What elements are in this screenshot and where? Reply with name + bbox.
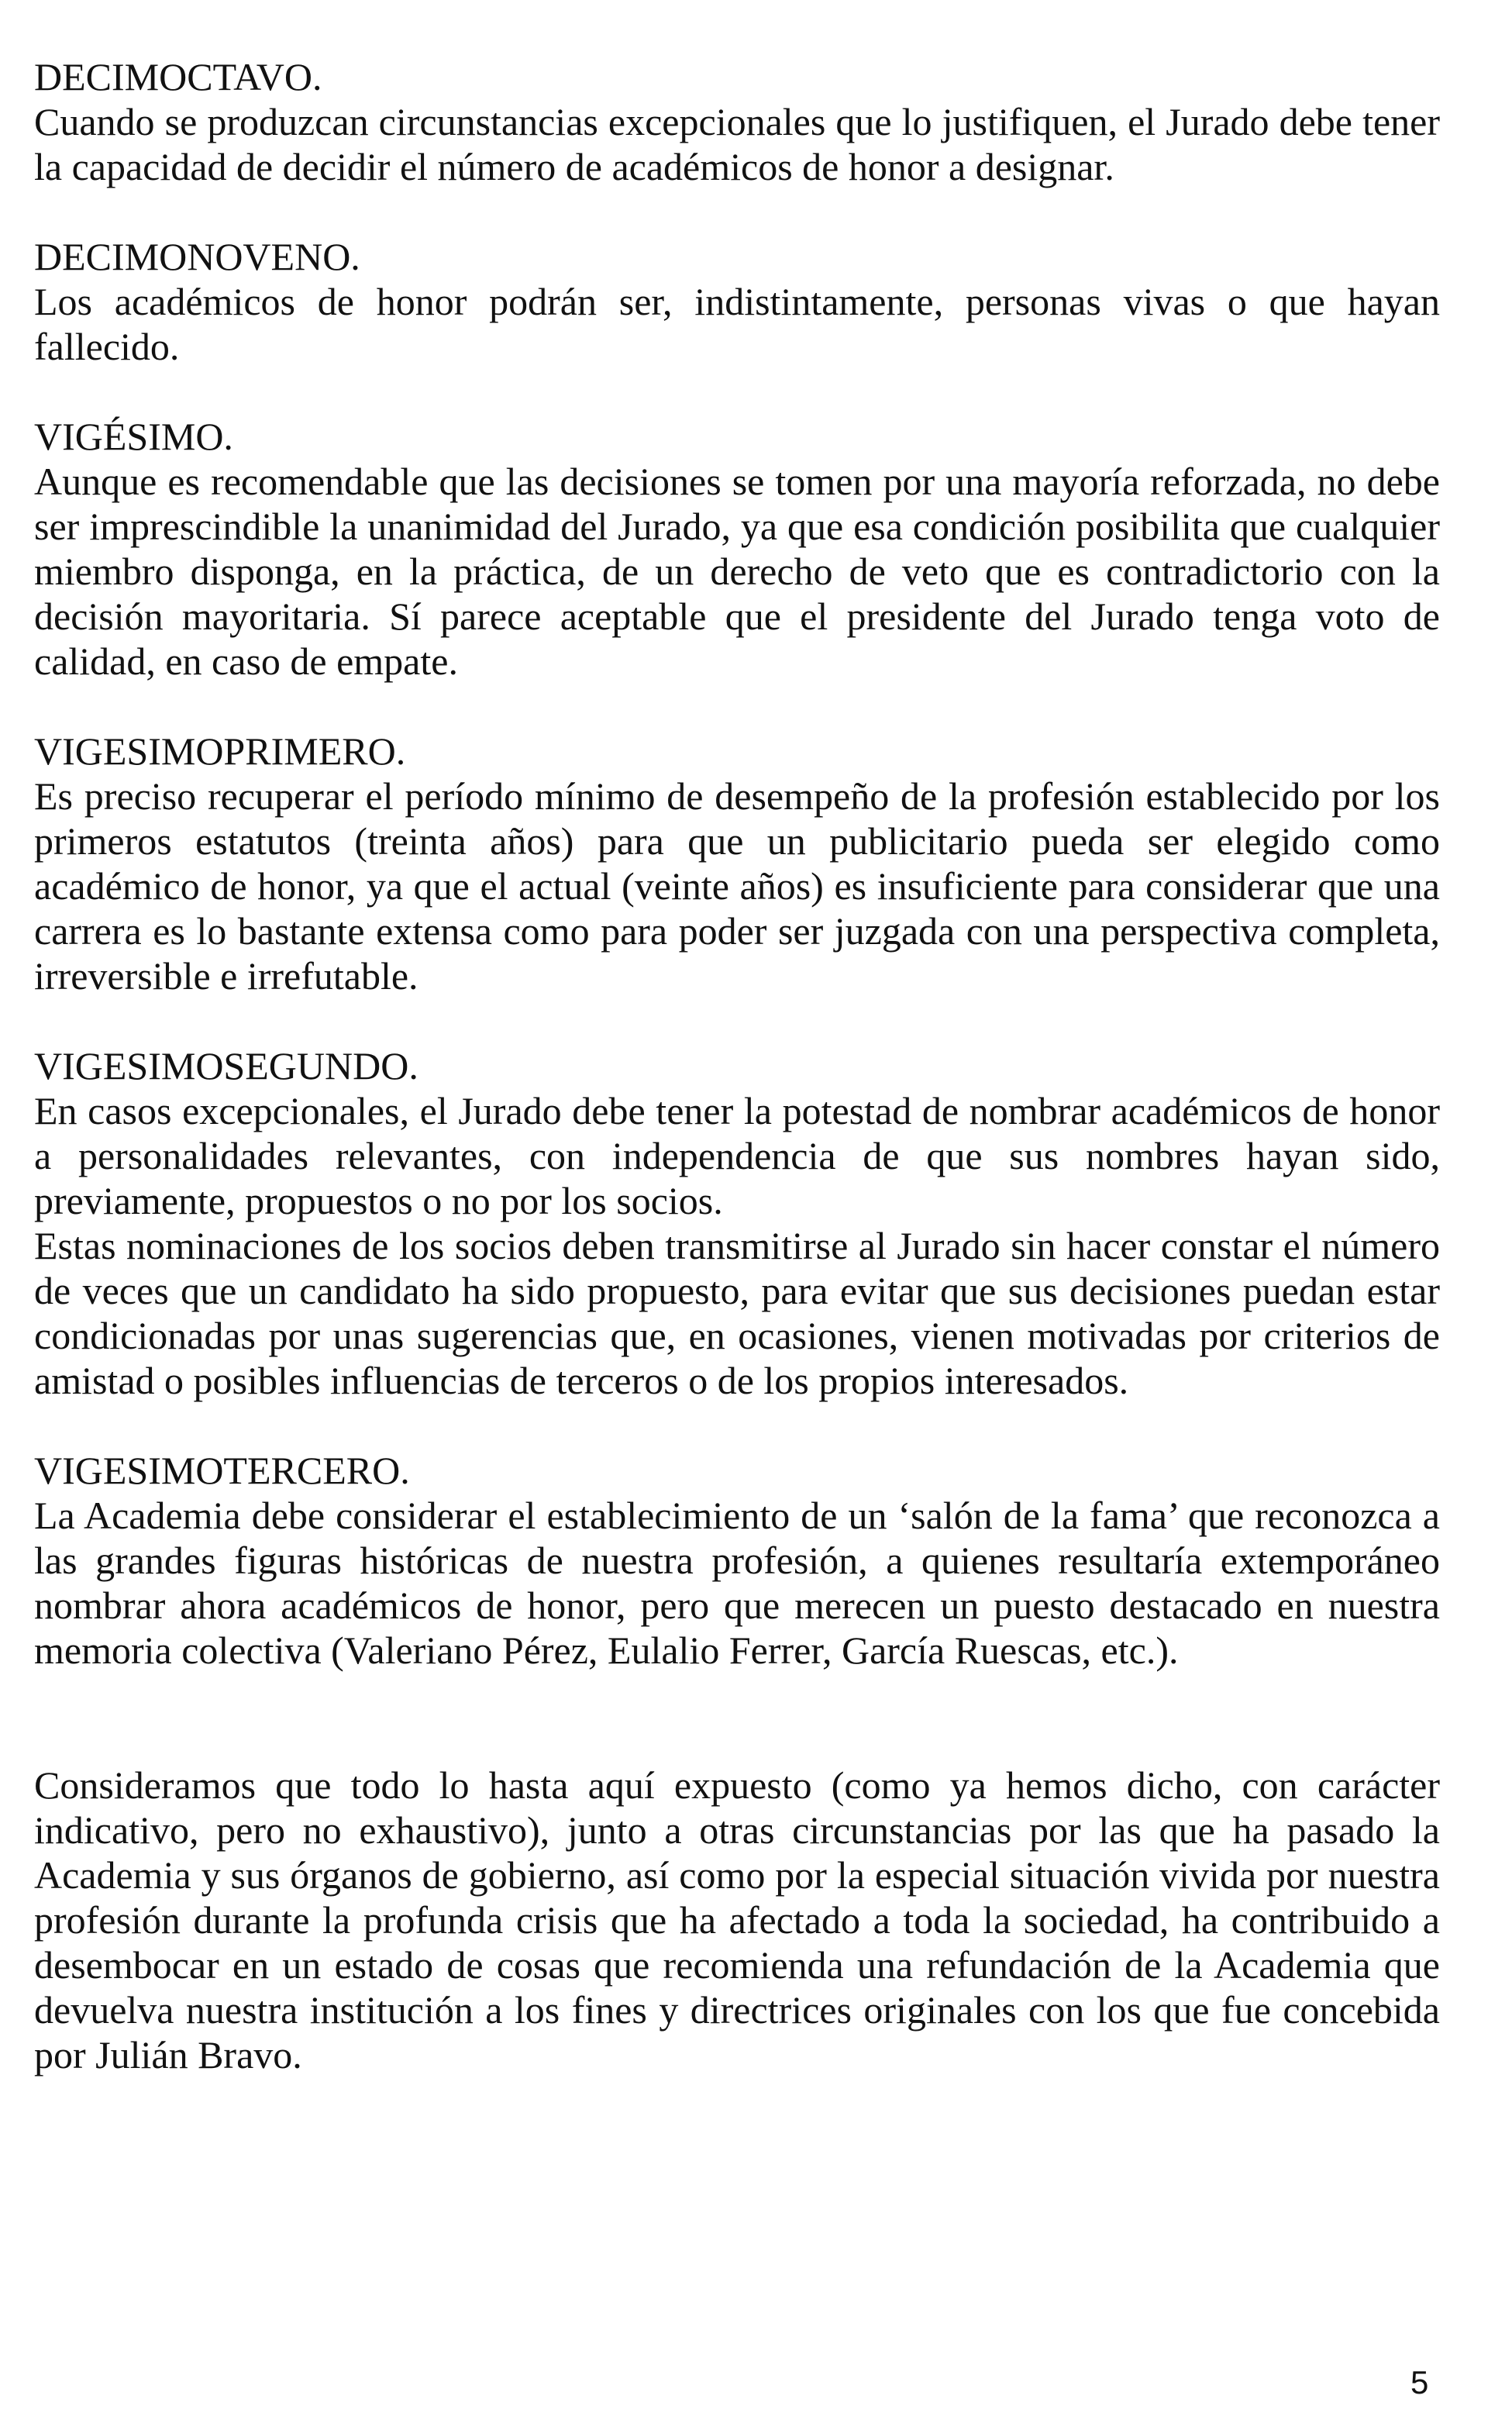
section-vigesimosegundo (34, 1043, 1440, 1403)
section-vigesimoprimero (34, 729, 1440, 998)
section-heading: VIGESIMOPRIMERO. (34, 729, 406, 773)
section-paragraph: En casos excepcionales, el Jurado debe tener la potestad de nombrar académicos de honor a personalidades relevantes, con independencia de que sus nombres hayan sido, previamente, propuestos o no por los socios. (34, 1089, 1440, 1222)
closing-paragraph: Consideramos que todo lo hasta aquí expuesto (como ya hemos dicho, con carácter indicativo, pero no exhaustivo), junto a otras circunstancias por las que ha pasado la Academia y sus órganos de gobierno, así como por la especial situación vivida por nuestra profesión durante la profunda crisis que ha afectado a toda la sociedad, ha contribuido a desembocar en un estado de cosas que recomienda una refundación de la Academia que devuelva nuestra institución a los fines y directrices originales con los que fue concebida por Julián Bravo. (34, 1763, 1440, 2077)
section-heading: DECIMONOVENO. (34, 235, 360, 278)
section-heading: VIGESIMOTERCERO. (34, 1449, 410, 1492)
section-decimoctavo (34, 54, 1440, 189)
section-heading: VIGESIMOSEGUNDO. (34, 1044, 418, 1087)
section-vigesimotercero (34, 1448, 1440, 1673)
closing-section (34, 1763, 1440, 2077)
section-heading: VIGÉSIMO. (34, 415, 233, 458)
section-paragraph: Es preciso recuperar el período mínimo de desempeño de la profesión establecido por los primeros estatutos (treinta años) para que un publicitario pueda ser elegido como académico de honor, ya que el actual (veinte años) es insuficiente para considerar que una carrera es lo bastante extensa como para poder ser juzgada con una perspectiva completa, irreversible e irrefutable. (34, 774, 1440, 998)
page-number: 5 (1410, 2364, 1429, 2400)
section-paragraph: Cuando se produzcan circunstancias excepcionales que lo justifiquen, el Jurado debe tener la capacidad de decidir el número de académicos de honor a designar. (34, 100, 1440, 188)
section-paragraph: La Academia debe considerar el establecimiento de un ‘salón de la fama’ que reconozca a las grandes figuras históricas de nuestra profesión, a quienes resultaría extemporáneo nombrar ahora académicos de honor, pero que merecen un puesto destacado en nuestra memoria colectiva (Valeriano Pérez, Eulalio Ferrer, García Ruescas, etc.). (34, 1494, 1440, 1672)
section-vigesimo (34, 414, 1440, 684)
section-paragraph: Aunque es recomendable que las decisiones se tomen por una mayoría reforzada, no debe ser imprescindible la unanimidad del Jurado, ya que esa condición posibilita que cualquier miembro disponga, en la práctica, de un derecho de veto que es contradictorio con la decisión mayoritaria. Sí parece aceptable que el presidente del Jurado tenga voto de calidad, en caso de empate. (34, 460, 1440, 683)
section-decimonoveno (34, 234, 1440, 369)
section-paragraph: Estas nominaciones de los socios deben transmitirse al Jurado sin hacer constar el número de veces que un candidato ha sido propuesto, para evitar que sus decisiones puedan estar condicionadas por unas sugerencias que, en ocasiones, vienen motivadas por criterios de amistad o posibles influencias de terceros o de los propios interesados. (34, 1224, 1440, 1402)
section-heading: DECIMOCTAVO. (34, 55, 322, 98)
document-page (34, 54, 1440, 2122)
section-paragraph: Los académicos de honor podrán ser, indistintamente, personas vivas o que hayan fallecido. (34, 280, 1440, 368)
